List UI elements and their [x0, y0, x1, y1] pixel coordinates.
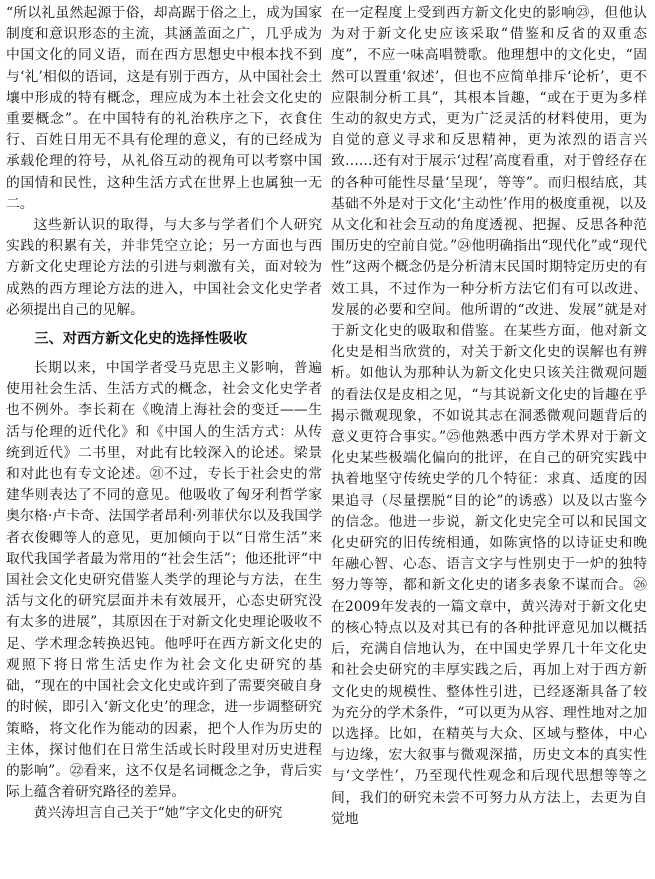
right-column	[331, 3, 647, 879]
left-column	[6, 3, 322, 879]
paragraph: 长期以来，中国学者受马克思主义影响，普遍使用社会生活、生活方式的概念，社会文化史学者也不例外。李长莉在《晚清上海社会的变迁——生活与伦理的近代化》和《中国人的生活方式：从传统到近代》二书里，对此有比较深入的论述。梁景和对此也有专文论述。㉑不过，专长于社会史的常建华则表达了不同的意见。他吸收了匈牙利哲学家奥尔格·卢卡奇、法国学者昂利·列菲伏尔以及我国学者衣俊卿等人的意见，更加倾向于以“日常生活”来取代我国学者最为常用的“社会生活”；他还批评“中国社会文化史研究借鉴人类学的理论与方法，在生活与文化的研究层面并未有效展开，心态史研究没有太多的进展”，其原因在于对新文化史理论吸收不足、学术理念转换迟钝。他呼吁在西方新文化史的观照下将日常生活史作为社会文化史研究的基础，“现在的中国社会文化史或许到了需要突破自身的时候，即引入‘新文化史’的理念，进一步调整研究策略，将文化作为能动的因素，把个人作为历史的主体，探讨他们在日常生活或长时段里对历史进程的影响”。㉒看来，这不仅是名词概念之争，背后实际上蕴含着研究路径的差异。	[6, 360, 322, 801]
paragraph: 在一定程度上受到西方新文化史的影响㉓，但他认为对于新文化史应该采取“借鉴和反省的双重态度”，不应一味高唱赞歌。他理想中的文化史，“固然可以置重‘叙述’，但也不应简单排斥‘论析’，更不应限制分析工具”，其根本旨趣，“或在于更为多样生动的叙史方式，更为广泛灵活的材料使用，更为自觉的意义寻求和反思精神，更为浓烈的语言兴致……还有对于展示‘过程’高度看重，对于曾经存在的各种可能性尽量‘呈现’，等等”。而归根结底，其基础不外是对于文化‘主动性’作用的极度重视，以及从文化和社会互动的角度透视、把握、反思各种范围历史的空前自觉。”㉔他明确指出“现代化”或“现代性”这两个概念仍是分析清末民国时期特定历史的有效工具，不过作为一种分析方法它们有可以改进、发展的必要和空间。他所谓的“改进、发展”就是对于新文化史的吸取和借鉴。在某些方面，他对新文化史是相当欣赏的，对关于新文化史的误解也有辨析。如他认为那种认为新文化史只该关注微观问题的看法仅是皮相之见，“与其说新文化史的旨趣在乎揭示微观现象，不如说其志在洞悉微观问题背后的意义更符合事实。”㉕他熟悉中西方学术界对于新文化史某些极端化偏向的批评，在自己的研究实践中执着地坚守传统史学的几个特征：求真、适度的因果追寻（尽量摆脱“目的论”的诱惑）以及以古鉴今的信念。他进一步说，新文化史完全可以和民国文化史研究的旧传统相通，如陈寅恪的以诗证史和晚年融心智、心态、语言文字与性别史于一炉的独特努力等等，都和新文化史的诸多表象不谋而合。㉖在2009年发表的一篇文章中，黄兴涛对于新文化史的核心特点以及对其已有的各种批评意见加以概括后，充满自信地认为，在中国史学界几十年文化史和社会史研究的丰厚实践之后，再加上对于西方新文化史的规模性、整体性引进，已经逐渐具备了较为充分的学术条件，“可以更为从容、理性地对之加以选择。比如，在精英与大众、区域与整体，中心与边缘，宏大叙事与微观深描，历史文本的真实性与‘文学性’，乃至现代性观念和后现代思想等等之间，我们的研究未尝不可努力从方法上，去更为自觉地	[331, 5, 647, 827]
paragraph: 这些新认识的取得，与大多与学者们个人研究实践的积累有关，并非凭空立论；另一方面也与西方新文化史理论方法的引进与刺激有关，面对较为成熟的西方理论方法的进入，中国社会文化史学者必须提出自己的见解。	[6, 217, 322, 318]
paragraph: “所以礼虽然起源于俗，却高踞于俗之上，成为国家制度和意识形态的主流，其涵盖面之广，几乎成为中国文化的同义语，而在西方思想史中根本找不到与‘礼’相似的语词，这是有别于西方，从中国社会土壤中形成的特有概念，理应成为本土社会文化史的重要概念”。在中国特有的礼治秩序之下，衣食住行、百姓日用无不具有伦理的意义，有的已经成为承载伦理的符号，从礼俗互动的视角可以考察中国的国情和民性，这种生活方式在世界上也属独一无二。	[6, 5, 322, 212]
paragraph: 黄兴涛坦言自己关于“她”字文化史的研究	[33, 805, 283, 822]
section-heading: 三、对西方新文化史的选择性吸收	[34, 331, 248, 348]
